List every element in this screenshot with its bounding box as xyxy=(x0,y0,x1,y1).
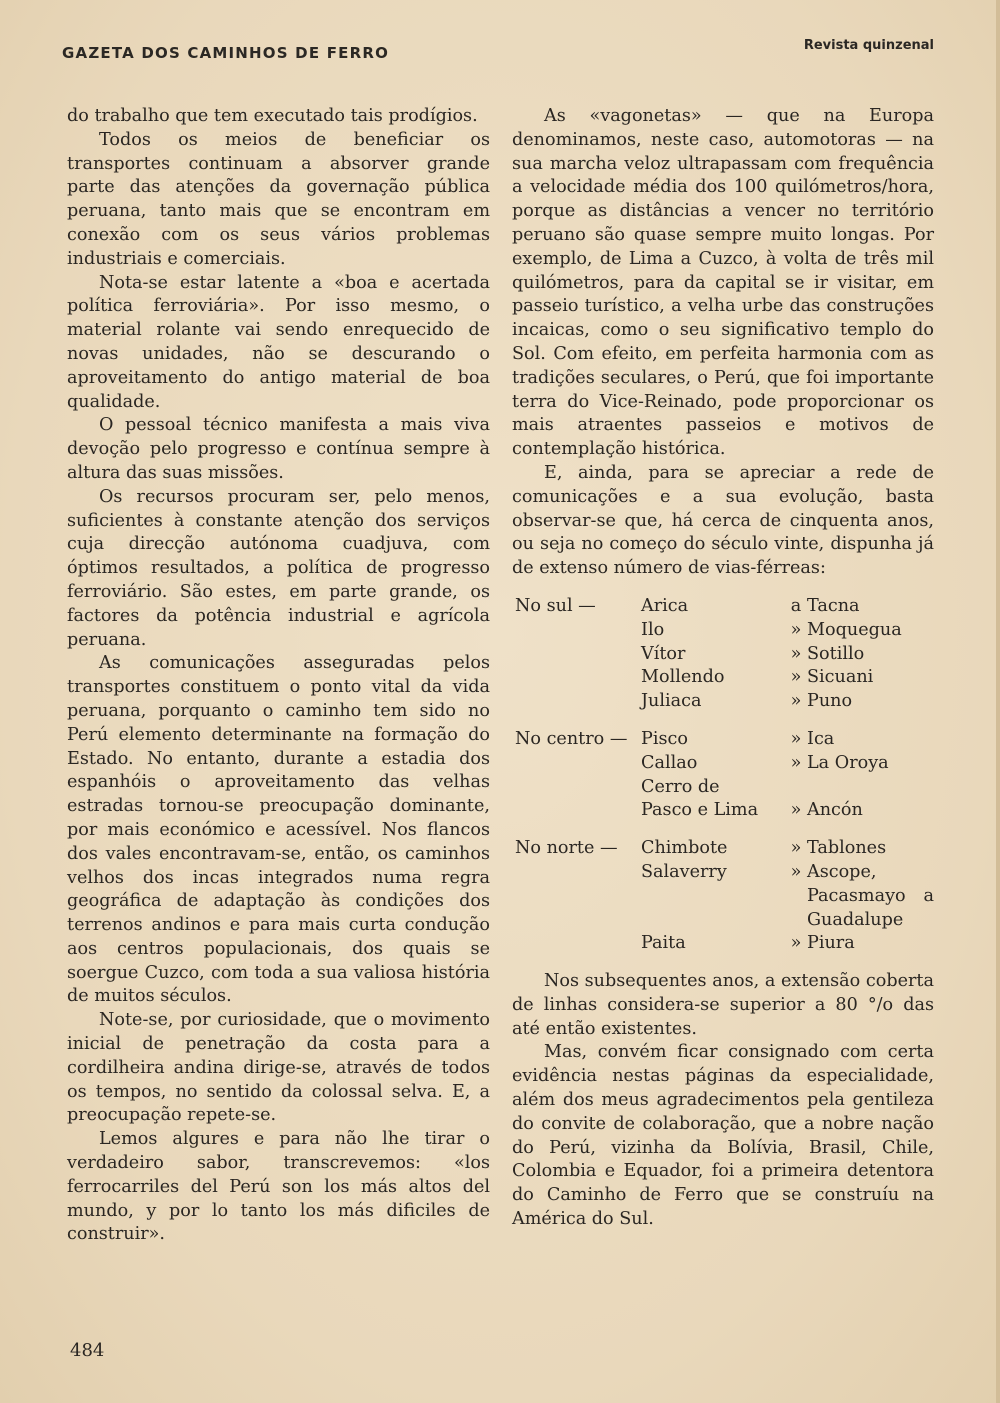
paragraph: Note-se, por curiosidade, que o movimento inicial de penetração da costa para a cordilheira andina dirige-se, através de todos os tempos, no sentido da colossal selva. E, a preocupação repete-se. xyxy=(67,1010,490,1126)
railway-list xyxy=(512,595,934,956)
line-origin: Paita xyxy=(641,933,686,954)
line-destination: Tablones xyxy=(807,838,887,859)
line-origin: Chimbote xyxy=(641,838,728,859)
page-number: 484 xyxy=(70,1340,105,1361)
line-destination: Ica xyxy=(807,728,835,749)
railway-group-south xyxy=(515,595,934,714)
railway-row xyxy=(515,643,934,667)
paragraph: Lemos algures e para não lhe tirar o verdadeiro sabor, transcrevemos: «los ferrocarriles del Perú son los más altos del mundo, y por lo tanto los más dificiles de construir». xyxy=(67,1129,490,1245)
line-destination: Piura xyxy=(807,933,855,954)
page-edge xyxy=(996,0,1000,1403)
line-separator xyxy=(785,776,807,800)
line-separator: » xyxy=(790,752,802,773)
line-separator: » xyxy=(790,933,802,954)
journal-title: GAZETA DOS CAMINHOS DE FERRO xyxy=(62,44,390,62)
paragraph: As comunicações asseguradas pelos transportes constituem o ponto vital da vida peruana, porquanto o caminho tem sido no Perú elemento determinante na formação do Estado. No entanto, durante a estadia dos espanhóis o aproveitamento das velhas estradas tornou-se preocupação dominante, por mais económico e acessível. Nos flancos dos vales encontravam-se, então, os caminhos velhos dos incas integrados numa regra geográfica de adaptação às condições dos terrenos andinos e para mais curta condução aos centros populacionais, dos quais se soergue Cuzco, com toda a sua valiosa história de muitos séculos. xyxy=(67,653,490,1007)
paragraph: do trabalho que tem executado tais prodígios. xyxy=(67,106,478,126)
line-separator: » xyxy=(790,861,802,882)
line-destination: Sotillo xyxy=(807,643,865,664)
railway-group-north xyxy=(515,837,934,956)
paragraph: As «vagonetas» — que na Europa denominamos, neste caso, automotoras — na sua marcha veloz ultrapassam com frequência a velocidade média dos 100 quilómetros/hora, porque as distâncias a vencer no território peruano são quase sempre muito longas. Por exemplo, de Lima a Cuzco, à volta de três mil quilómetros, para da capital se ir visitar, em passeio turístico, a velha urbe das construções incaicas, como o seu significativo templo do Sol. Com efeito, em perfeita harmonia com as tradições seculares, o Perú, que foi importante terra do Vice-Reinado, pode proporcionar os mais atraentes passeios e motivos de contemplação histórica. xyxy=(512,106,934,460)
paragraph: Os recursos procuram ser, pelo menos, suficientes à constante atenção dos serviços cuja direcção autónoma cuadjuva, com óptimos resultados, a política de progresso ferroviário. São estes, em parte grande, os factores da potência industrial e agrícola peruana. xyxy=(67,486,490,650)
line-separator: » xyxy=(790,643,802,664)
line-separator: » xyxy=(790,800,802,821)
railway-row xyxy=(515,799,934,823)
region-label: No norte — xyxy=(515,838,618,859)
line-destination: Moquegua xyxy=(807,619,902,640)
line-separator: » xyxy=(790,691,802,712)
line-origin: Callao xyxy=(641,752,698,773)
railway-row xyxy=(515,752,934,776)
line-origin: Mollendo xyxy=(641,667,725,688)
railway-row xyxy=(515,690,934,714)
line-separator: » xyxy=(790,667,802,688)
line-separator: » xyxy=(790,838,802,859)
region-label: No sul — xyxy=(515,595,596,616)
railway-row xyxy=(515,932,934,956)
line-destination: Sicuani xyxy=(807,667,874,688)
railway-group-centre xyxy=(515,728,934,823)
line-origin: Arica xyxy=(641,595,689,616)
line-origin: Vítor xyxy=(641,643,686,664)
railway-row xyxy=(515,728,934,752)
railway-row xyxy=(515,861,934,932)
line-separator: » xyxy=(790,619,802,640)
railway-row xyxy=(515,619,934,643)
paragraph: E, ainda, para se apreciar a rede de comunicações e a sua evolução, basta observar-se que, há cerca de cinquenta anos, ou seja no começo do século vinte, dispunha já de extenso número de vias-férreas: xyxy=(512,462,934,579)
line-destination: La Oroya xyxy=(807,752,889,773)
line-separator: a xyxy=(790,595,802,616)
line-destination: Tacna xyxy=(807,595,860,616)
paragraph: Nota-se estar latente a «boa e acertada política ferroviária». Por isso mesmo, o material rolante vai sendo enrequecido de novas unidades, não se descurando o aproveitamento do antigo material de boa qualidade. xyxy=(67,272,490,412)
railway-row xyxy=(515,595,934,619)
line-origin: Salaverry xyxy=(641,861,727,882)
line-origin: Pisco xyxy=(641,728,688,749)
paragraph: Nos subsequentes anos, a extensão coberta de linhas considera-se superior a 80 °/o das até então existentes. xyxy=(512,971,934,1039)
line-destination xyxy=(807,776,934,800)
left-column xyxy=(67,105,490,1247)
line-separator: » xyxy=(790,728,802,749)
paragraph: O pessoal técnico manifesta a mais viva devoção pelo progresso e contínua sempre à altura das suas missões. xyxy=(67,415,490,483)
railway-row xyxy=(515,837,934,861)
line-origin: Ilo xyxy=(641,619,665,640)
line-origin: Juliaca xyxy=(641,691,702,712)
line-destination: Ascope, Pacasmayo a Guadalupe xyxy=(807,861,934,930)
line-destination: Puno xyxy=(807,691,853,712)
journal-subtitle: Revista quinzenal xyxy=(803,38,934,53)
railway-row xyxy=(515,666,934,690)
right-column xyxy=(512,105,934,1232)
paragraph: Todos os meios de beneficiar os transportes continuam a absorver grande parte das atenções da governação pública peruana, tanto mais que se encontram em conexão com os seus vários problemas industriais e comerciais. xyxy=(67,129,490,269)
line-origin: Pasco e Lima xyxy=(641,800,759,821)
railway-row xyxy=(515,776,934,800)
line-destination: Ancón xyxy=(807,800,863,821)
line-origin: Cerro de xyxy=(641,776,720,797)
paragraph: Mas, convém ficar consignado com certa evidência nestas páginas da especialidade, além dos meus agradecimentos pela gentileza do convite de colaboração, que a nobre nação do Perú, vizinha da Bolívia, Brasil, Chile, Colombia e Equador, foi a primeira detentora do Caminho de Ferro que se construíu na América do Sul. xyxy=(512,1042,934,1230)
region-label: No centro — xyxy=(515,728,628,749)
